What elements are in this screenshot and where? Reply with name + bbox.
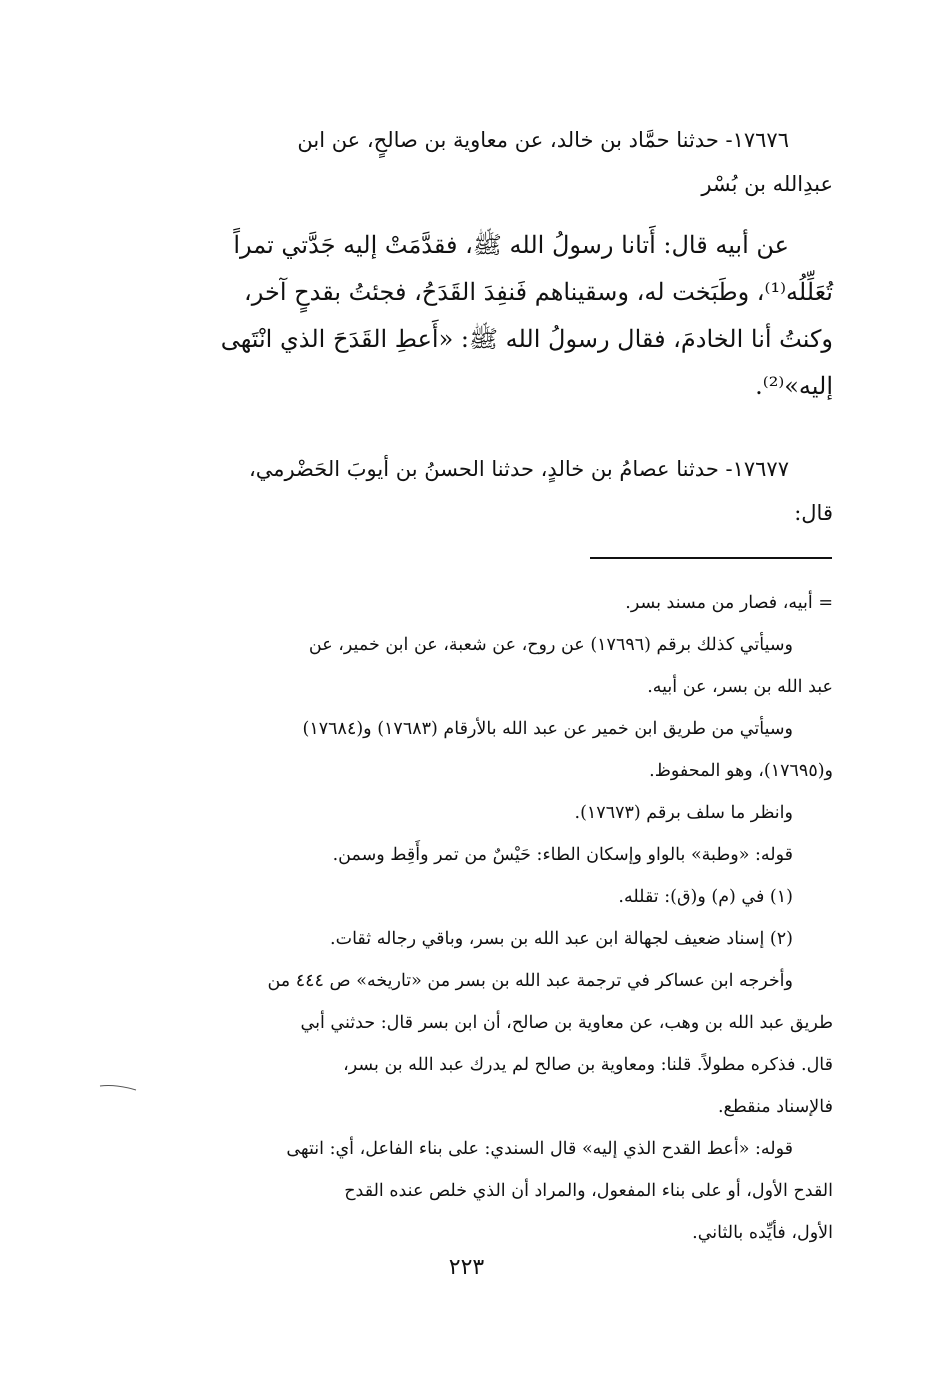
footnote-line: قال. فذكره مطولاً. قلنا: ومعاوية بن صالح لم يدرك عبد الله بن بسر، (343, 1055, 833, 1075)
matn-line: تُعَلِّلُه⁽¹⁾، وطَبَخت له، وسقيناهم فَنفِدَ القَدَحُ، فجئتُ بقدحٍ آخر، (244, 278, 833, 306)
matn-line: إليه»⁽²⁾. (755, 372, 833, 400)
scan-mark (98, 1082, 138, 1092)
footnote-line: (٢) إسناد ضعيف لجهالة ابن عبد الله بن بسر، وباقي رجاله ثقات. (330, 929, 793, 949)
chain-line: عبدِالله بن بُسْر (701, 172, 833, 196)
footnote-divider (590, 557, 832, 559)
footnote-line: قوله: «أعط القدح الذي إليه» قال السندي: على بناء الفاعل، أي: انتهى (286, 1139, 793, 1159)
footnote-line: و(١٧٦٩٥)، وهو المحفوظ. (649, 761, 833, 781)
matn-line: وكنتُ أنا الخادمَ، فقال رسولُ الله ﷺ: «أَعطِ القَدَحَ الذي انْتَهى (220, 325, 833, 353)
footnote-line: الأول، فأيِّده بالثاني. (692, 1223, 833, 1243)
matn-line: عن أبيه قال: أَتانا رسولُ الله ﷺ، فقدَّمَتْ إليه جَدَّتي تمراً (233, 231, 789, 259)
footnote-line: وسيأتي كذلك برقم (١٧٦٩٦) عن روح، عن شعبة، عن ابن خمير، عن (308, 635, 793, 655)
footnote-line: قوله: «وطبة» بالواو وإسكان الطاء: حَيْسٌ من تمر وأَقِط وسمن. (332, 845, 793, 865)
hadith-17676-matn (125, 222, 833, 410)
footnote-line: عبد الله بن بسر، عن أبيه. (647, 677, 833, 697)
chain-line: ١٧٦٧٦- حدثنا حمَّاد بن خالد، عن معاوية بن صالحٍ، عن ابن (297, 128, 789, 152)
footnote-line: وسيأتي من طريق ابن خمير عن عبد الله بالأرقام (١٧٦٨٣) و(١٧٦٨٤) (302, 719, 793, 739)
hadith-17676-chain (125, 118, 833, 206)
footnote-line: (١) في (م) و(ق): تقلله. (618, 887, 793, 907)
chain-line: قال: (794, 501, 833, 525)
footnote-line: = أبيه، فصار من مسند بسر. (625, 593, 833, 613)
footnotes (125, 582, 833, 1254)
page-number: ٢٢٣ (448, 1255, 485, 1280)
footnote-line: فالإسناد منقطع. (717, 1097, 833, 1117)
footnote-line: وانظر ما سلف برقم (١٧٦٧٣). (574, 803, 793, 823)
footnote-line: القدح الأول، أو على بناء المفعول، والمراد أن الذي خلص عنده القدح (344, 1181, 833, 1201)
footnote-line: وأخرجه ابن عساكر في ترجمة عبد الله بن بسر من «تاريخه» ص ٤٤٤ من (267, 971, 793, 991)
hadith-17677-chain (125, 447, 833, 535)
footnote-line: طريق عبد الله بن وهب، عن معاوية بن صالح، أن ابن بسر قال: حدثني أبي (300, 1013, 833, 1033)
chain-line: ١٧٦٧٧- حدثنا عصامُ بن خالدٍ، حدثنا الحسنُ بن أيوبَ الحَضْرمي، (248, 457, 789, 481)
